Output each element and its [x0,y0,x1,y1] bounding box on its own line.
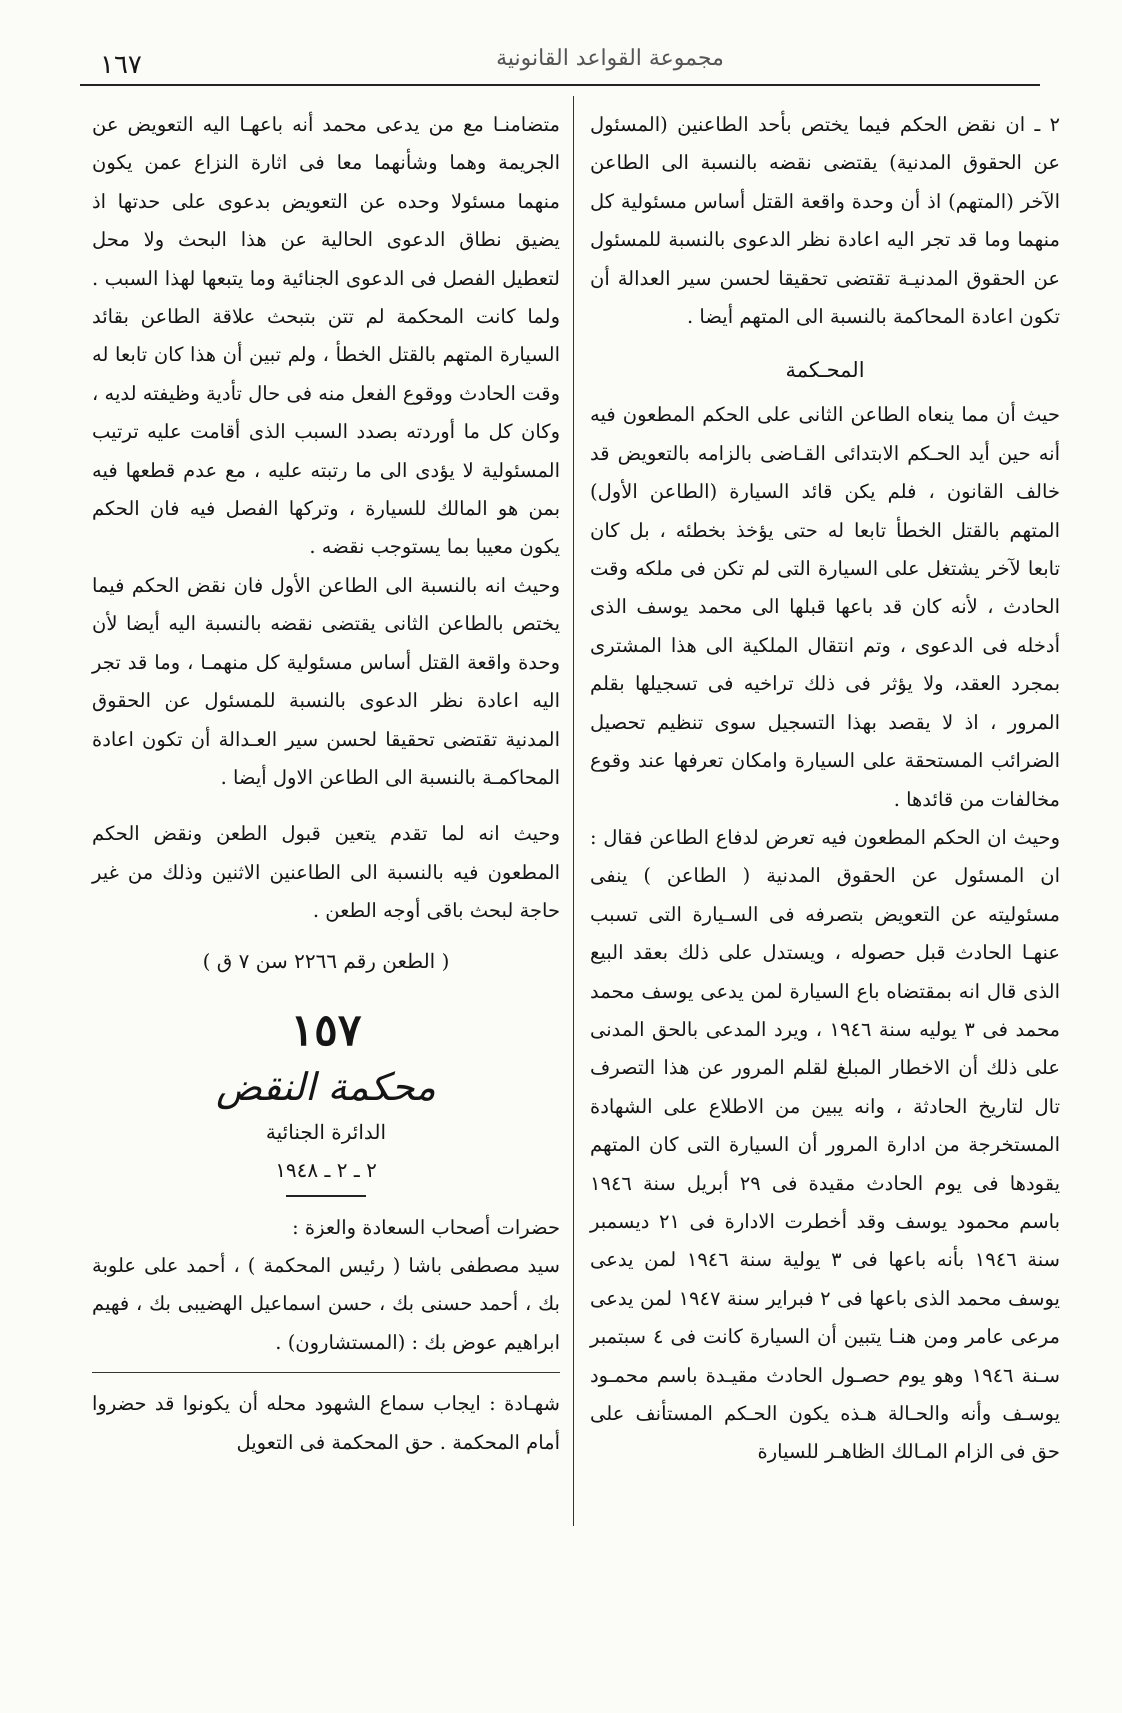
page-header [80,44,1040,86]
section-divider [92,1372,560,1373]
left-column [92,106,560,1686]
bench-intro: حضرات أصحاب السعادة والعزة : [292,1215,560,1239]
right-column [590,106,1060,1686]
court-name: محكمة النقض [216,1064,436,1109]
headnote-paragraph: ٢ ـ ان نقض الحكم فيما يختص بأحد الطاعنين (المسئول عن الحقوق المدنية) يقتضى نقضه بالنسبة الى الطاعن الآخر (المتهم) اذ أن وحدة واقعة القتل أساس مسئولية كل منهما وما قد تجر اليه اعادة نظر الدعوى بالنسبة للمسئول عن الحقوق المدنيـة تقتضى تحقيقا لحسن سير العدالة أن تكون اعادة المحاكمة بالنسبة الى المتهم أيضا . [590,113,1060,329]
case-number: ١٥٧ [290,1004,362,1056]
appeal-reference: ( الطعن رقم ٢٢٦٦ سن ٧ ق ) [202,948,450,973]
running-head: مجموعة القواعد القانونية [496,46,724,71]
short-divider [286,1195,366,1197]
circuit-name: الدائرة الجنائية [265,1119,387,1144]
body-paragraph: حيث أن مما ينعاه الطاعن الثانى على الحكم المطعون فيه أنه حين أيد الحـكم الابتدائى القـاضى بالزامه بالتعويض قد خالف القانون ، فلم يكن قائد السيارة (الطاعن الأول) المتهم بالقتل الخطأ تابعا له حتى يؤخذ بخطئه ، بل كان تابعا لآخر يشتغل على السيارة التى لم تكن فى ملكه وقت الحادث ، لأنه كان قد باعها قبلها الى محمد يوسف الذى أدخله فى الدعوى ، وتم انتقال الملكية الى هذا المشترى بمجرد العقد، ولا يؤثر فى ذلك تراخيه فى تسجيلها بقلم المرور ، اذ لا يقصد بهذا التسجيل سوى تنظيم تحصيل الضرائب المستحقة على السيارة وامكان تعرفها عند وقوع مخالفات من قائدها . [590,403,1060,811]
headnote-paragraph: شهـادة : ايجاب سماع الشهود محله أن يكونوا قد حضروا أمام المحكمة . حق المحكمة فى التعويل [92,1392,560,1454]
bench-members: سيد مصطفى باشا ( رئيس المحكمة ) ، أحمد على علوبة بك ، أحمد حسنى بك ، حسن اسماعيل الهضيبى بك ، فهيم ابراهيم عوض بك : (المستشارون) . [92,1253,560,1354]
body-paragraph: متضامنـا مع من يدعى محمد أنه باعهـا اليه التعويض عن الجريمة وهما وشأنهما معا فى اثارة النزاع عمن يكون منهما مسئولا وحده عن التعويض بدعوى على حدتها اذ يضيق نطاق الدعوى الحالية عن هذا البحث ولا محل لتعطيل الفصل فى الدعوى الجنائية وما يتبعها لهذا السبب . ولما كانت المحكمة لم تتن بتبحث علاقة الطاعن بقائد السيارة المتهم بالقتل الخطأ ، ولم تبين أن هذا كان تابعا له وقت الحادث ووقوع الفعل منه فى حال تأدية وظيفته لديه ، وكان كل ما أوردته بصدد السبب الذى أقامت عليه ترتيب المسئولية لا يؤدى الى ما رتبته عليه ، مع عدم قطعها فيه بمن هو المالك للسيارة ، وتركها الفصل فيه فان الحكم يكون معيبا بما يستوجب نقضه . [92,113,560,559]
body-paragraph: وحيث انه لما تقدم يتعين قبول الطعن ونقض الحكم المطعون فيه بالنسبة الى الطاعنين الاثنين وذلك من غير حاجة لبحث باقى أوجه الطعن . [92,822,560,923]
section-title: المحـكمة [785,358,865,383]
column-divider [573,96,574,1526]
page-number: ١٦٧ [100,50,142,80]
decision-date: ٢ ـ ٢ ـ ١٩٤٨ [275,1157,377,1182]
body-paragraph: وحيث ان الحكم المطعون فيه تعرض لدفاع الطاعن فقال : ان المسئول عن الحقوق المدنية ( الطاعن ) ينفى مسئوليته عن التعويض بتصرفه فى السـيارة التى تسبب عنهـا الحادث قبل حصوله ، ويستدل على ذلك بعقد البيع الذى قال انه بمقتضاه باع السيارة لمن يدعى يوسف محمد محمد فى ٣ يوليه سنة ١٩٤٦ ، ويرد المدعى بالحق المدنى على ذلك أن الاخطار المبلغ لقلم المرور عن هذا التصرف تال لتاريخ الحادثة ، وانه يبين من الاطلاع على الشهادة المستخرجة من ادارة المرور أن السيارة التى كان المتهم يقودها فى يوم الحادث مقيدة فى ٢٩ أبريل سنة ١٩٤٦ باسم محمود يوسف وقد أخطرت الادارة فى ٢١ ديسمبر سنة ١٩٤٦ بأنه باعها فى ٣ يولية سنة ١٩٤٦ لمن يدعى يوسف محمد الذى باعها فى ٢ فبراير سنة ١٩٤٧ لمن يدعى مرعى عامر ومن هنـا يتبين أن السيارة كانت فى ٤ سبتمبر سـنة ١٩٤٦ وهو يوم حصـول الحادث مقيـدة باسم محمـود يوسـف وأنه والحـالة هـذه يكون الحـكم المستأنف على حق فى الزام المـالك الظاهـر للسيارة [590,825,1061,1464]
body-paragraph: وحيث انه بالنسبة الى الطاعن الأول فان نقض الحكم فيما يختص بالطاعن الثانى يقتضى نقضه بالنسبة اليه أيضا لأن وحدة واقعة القتل أساس مسئولية كل منهمـا ، وما قد تجر اليه اعادة نظر الدعوى بالنسبة للمسئول عن الحقوق المدنية تقتضى تحقيقا لحسن سير العـدالة أن تكون اعادة المحاكمـة بالنسبة الى الطاعن الاول أيضا . [92,573,560,789]
